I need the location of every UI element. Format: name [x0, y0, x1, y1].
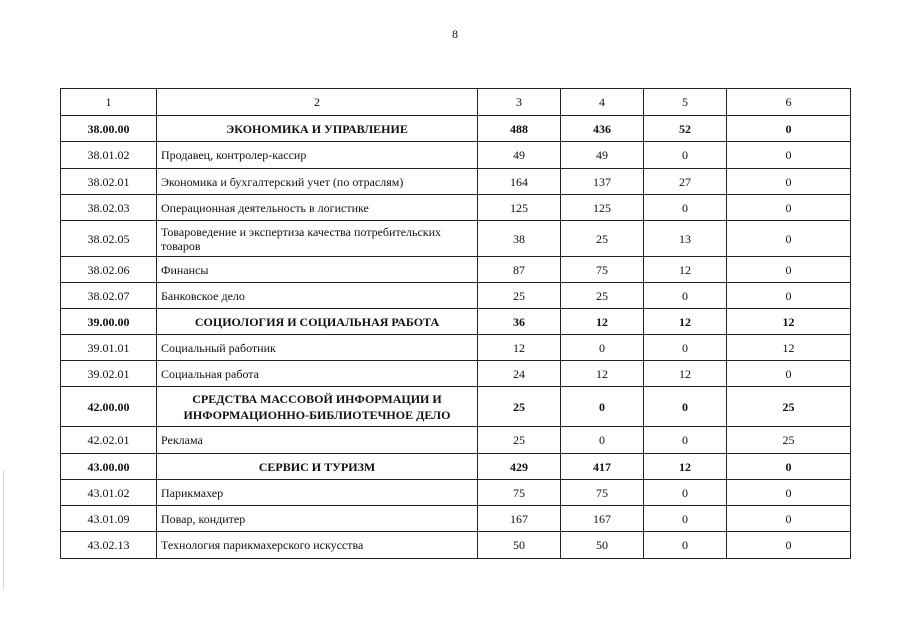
code-cell: 43.01.09 [61, 506, 157, 532]
col5-cell: 12 [644, 361, 727, 387]
col3-cell: 429 [478, 454, 561, 480]
col6-cell: 0 [727, 506, 851, 532]
code-cell: 38.02.07 [61, 283, 157, 309]
code-cell: 43.01.02 [61, 480, 157, 506]
name-cell: СРЕДСТВА МАССОВОЙ ИНФОРМАЦИИ И ИНФОРМАЦИОННО-БИБЛИОТЕЧНОЕ ДЕЛО [157, 387, 478, 427]
name-cell: СОЦИОЛОГИЯ И СОЦИАЛЬНАЯ РАБОТА [157, 309, 478, 335]
col4-cell: 125 [561, 195, 644, 221]
name-cell: Социальный работник [157, 335, 478, 361]
col3-cell: 49 [478, 142, 561, 169]
col6-cell: 25 [727, 387, 851, 427]
header-cell-3: 3 [478, 89, 561, 116]
name-cell: Продавец, контролер-кассир [157, 142, 478, 169]
section-row [61, 309, 851, 335]
code-cell: 38.00.00 [61, 116, 157, 142]
table-row [61, 195, 851, 221]
header-cell-2: 2 [157, 89, 478, 116]
code-cell: 38.02.06 [61, 257, 157, 283]
col6-cell: 0 [727, 361, 851, 387]
col5-cell: 0 [644, 387, 727, 427]
col3-cell: 24 [478, 361, 561, 387]
col5-cell: 0 [644, 283, 727, 309]
col5-cell: 27 [644, 169, 727, 195]
name-cell: Банковское дело [157, 283, 478, 309]
col5-cell: 12 [644, 454, 727, 480]
code-cell: 38.01.02 [61, 142, 157, 169]
col6-cell: 12 [727, 309, 851, 335]
table-body [61, 89, 851, 559]
col5-cell: 0 [644, 427, 727, 454]
col6-cell: 0 [727, 532, 851, 559]
col3-cell: 36 [478, 309, 561, 335]
col4-cell: 0 [561, 387, 644, 427]
col4-cell: 12 [561, 309, 644, 335]
col4-cell: 25 [561, 221, 644, 257]
table-row [61, 142, 851, 169]
code-cell: 39.00.00 [61, 309, 157, 335]
table-row [61, 361, 851, 387]
name-cell: Парикмахер [157, 480, 478, 506]
col3-cell: 25 [478, 387, 561, 427]
col6-cell: 0 [727, 283, 851, 309]
col4-cell: 49 [561, 142, 644, 169]
table-row [61, 335, 851, 361]
col5-cell: 0 [644, 480, 727, 506]
table-row [61, 480, 851, 506]
col6-cell: 25 [727, 427, 851, 454]
header-cell-6: 6 [727, 89, 851, 116]
name-cell: Товароведение и экспертиза качества потребительских товаров [157, 221, 478, 257]
name-cell: Экономика и бухгалтерский учет (по отраслям) [157, 169, 478, 195]
col3-cell: 38 [478, 221, 561, 257]
col4-cell: 417 [561, 454, 644, 480]
col6-cell: 0 [727, 195, 851, 221]
col4-cell: 0 [561, 427, 644, 454]
code-cell: 38.02.01 [61, 169, 157, 195]
name-cell: Финансы [157, 257, 478, 283]
table-row [61, 427, 851, 454]
col5-cell: 13 [644, 221, 727, 257]
col6-cell: 0 [727, 480, 851, 506]
col4-cell: 0 [561, 335, 644, 361]
name-cell: СЕРВИС И ТУРИЗМ [157, 454, 478, 480]
header-cell-5: 5 [644, 89, 727, 116]
col5-cell: 0 [644, 142, 727, 169]
col4-cell: 50 [561, 532, 644, 559]
section-row [61, 387, 851, 427]
col4-cell: 75 [561, 480, 644, 506]
col3-cell: 488 [478, 116, 561, 142]
col5-cell: 52 [644, 116, 727, 142]
col6-cell: 0 [727, 454, 851, 480]
col3-cell: 125 [478, 195, 561, 221]
name-cell: Реклама [157, 427, 478, 454]
col6-cell: 12 [727, 335, 851, 361]
name-cell: ЭКОНОМИКА И УПРАВЛЕНИЕ [157, 116, 478, 142]
col6-cell: 0 [727, 142, 851, 169]
col3-cell: 167 [478, 506, 561, 532]
specialties-table [60, 88, 851, 559]
code-cell: 42.02.01 [61, 427, 157, 454]
table-row [61, 283, 851, 309]
header-cell-1: 1 [61, 89, 157, 116]
name-cell: Операционная деятельность в логистике [157, 195, 478, 221]
col3-cell: 25 [478, 283, 561, 309]
table-row [61, 532, 851, 559]
code-cell: 43.00.00 [61, 454, 157, 480]
col4-cell: 436 [561, 116, 644, 142]
col6-cell: 0 [727, 169, 851, 195]
col4-cell: 137 [561, 169, 644, 195]
table-row [61, 257, 851, 283]
table-row [61, 506, 851, 532]
name-cell: Технология парикмахерского искусства [157, 532, 478, 559]
code-cell: 43.02.13 [61, 532, 157, 559]
col3-cell: 12 [478, 335, 561, 361]
col3-cell: 75 [478, 480, 561, 506]
section-row [61, 116, 851, 142]
col5-cell: 0 [644, 532, 727, 559]
col3-cell: 87 [478, 257, 561, 283]
table-row [61, 221, 851, 257]
col5-cell: 0 [644, 335, 727, 361]
code-cell: 42.00.00 [61, 387, 157, 427]
col5-cell: 0 [644, 506, 727, 532]
col3-cell: 164 [478, 169, 561, 195]
col6-cell: 0 [727, 116, 851, 142]
table-row [61, 169, 851, 195]
col6-cell: 0 [727, 221, 851, 257]
section-row [61, 454, 851, 480]
col3-cell: 25 [478, 427, 561, 454]
code-cell: 38.02.03 [61, 195, 157, 221]
name-cell: Социальная работа [157, 361, 478, 387]
col5-cell: 12 [644, 309, 727, 335]
name-cell: Повар, кондитер [157, 506, 478, 532]
code-cell: 39.02.01 [61, 361, 157, 387]
code-cell: 39.01.01 [61, 335, 157, 361]
col6-cell: 0 [727, 257, 851, 283]
scan-edge-mark [3, 470, 4, 590]
col3-cell: 50 [478, 532, 561, 559]
col4-cell: 167 [561, 506, 644, 532]
col4-cell: 25 [561, 283, 644, 309]
table-header-row [61, 89, 851, 116]
col4-cell: 75 [561, 257, 644, 283]
header-cell-4: 4 [561, 89, 644, 116]
col5-cell: 12 [644, 257, 727, 283]
page-number: 8 [452, 27, 458, 41]
code-cell: 38.02.05 [61, 221, 157, 257]
col4-cell: 12 [561, 361, 644, 387]
col5-cell: 0 [644, 195, 727, 221]
